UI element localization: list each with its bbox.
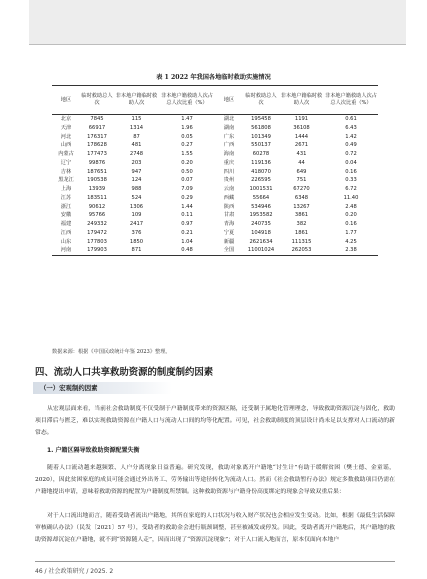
table-cell: 115 (131, 116, 142, 122)
table-source-note: 数据来源：根据《中国民政统计年鉴 2023》整理。 (52, 349, 171, 355)
table-cell: 119136 (251, 159, 271, 166)
table-cell: 418070 (251, 168, 271, 175)
table-cell: 2671 (294, 142, 309, 149)
table-title: 表 1 2022 年我国各地临时救助实施情况 (156, 74, 271, 81)
table-cell: 104918 (251, 229, 271, 236)
table-cell: 66917 (88, 124, 106, 131)
table-cell: 4.25 (345, 238, 357, 245)
table-cell: 90612 (88, 203, 106, 210)
section-heading: 四、流动人口共享救助资源的制度制约因素 (35, 367, 214, 378)
table-cell: 0.20 (345, 212, 357, 219)
table-row (52, 150, 378, 159)
table-cell: 55664 (252, 194, 270, 201)
table-row (52, 194, 378, 203)
table-cell: 全国 (215, 246, 243, 255)
table-cell: 安徽 (60, 212, 72, 219)
table-cell: 0.33 (345, 177, 357, 184)
table-header-cell: 非本地户籍救助人次占总人次比重（%） (159, 86, 215, 115)
minor-heading: 1. 户籍区隔导致救助资源配置失衡 (47, 447, 140, 454)
paragraph-household-registration: 随着人口流动越来越频繁、人户分离现象日益普遍。研究发现，救助对象离开户籍地“讨生计”有助于缓解贫困（樊士德、金童谣，2020），因此贫困家庭的成员可能会通过外出务工、劳务输出等途径转化为流动人口。然而《社会救助暂行办法》规定多数救助项目仍需在户籍地提出申请，意味着救助资源的配置为户籍制度所禁锢。这种救助资源与户籍身份高度绑定的现象会导致双重后果： (35, 464, 395, 496)
table-cell: 524 (131, 194, 142, 201)
table-cell: 13939 (88, 186, 106, 192)
table-cell: 1001531 (249, 186, 273, 192)
table-cell: 226595 (251, 177, 271, 184)
table-cell: 吉林 (60, 168, 72, 175)
table-cell: 101349 (251, 133, 271, 140)
table-header-cell: 地区 (215, 86, 243, 115)
table-cell: 649 (296, 168, 307, 175)
paragraph-outflow-areas: 对于人口流出地而言，随着受助者流出户籍地，其所在家庭的人口状况与收入财产状况也会相应发生变动。比如，根据《最低生活保障审核确认办法》（民发〔2021〕57 号），受助者的救助金会进行瓶颈调整，甚至被减发或停发。因此，受助者离开户籍地后，其户籍地的救助资源却沉淀在户籍地，就不到“资源随人走”，因而出现了“资源沉淀现象”；对于人口流入地而言，原本仅面向本地户 (35, 512, 395, 544)
table-row (52, 246, 378, 255)
table-cell: 44 (298, 159, 305, 166)
table-cell: 河南 (52, 246, 80, 255)
table-cell: 西藏 (223, 194, 235, 201)
table-cell: 0.16 (345, 168, 357, 175)
table-cell: 0.72 (345, 151, 357, 157)
table-row (52, 124, 378, 133)
table-cell: 山西 (60, 142, 72, 149)
table-cell: 187651 (87, 168, 107, 175)
table-cell: 新疆 (223, 238, 235, 245)
table-cell: 0.97 (181, 221, 193, 227)
table-cell: 2.38 (324, 246, 378, 255)
table-cell: 0.61 (345, 116, 357, 122)
table-cell: 贵州 (223, 177, 235, 184)
table-cell: 6348 (294, 194, 309, 201)
table-cell: 0.20 (181, 159, 193, 166)
table-cell: 2748 (129, 151, 144, 157)
table-cell: 1861 (294, 229, 309, 236)
table-cell: 天津 (60, 124, 72, 131)
table-cell: 0.04 (345, 159, 357, 166)
table-cell: 0.27 (181, 142, 193, 149)
table-cell: 北京 (60, 116, 72, 122)
table-header-cell: 非本地户籍临时救助人次 (114, 86, 159, 115)
table-cell: 湖北 (223, 116, 235, 122)
table-cell: 云南 (223, 186, 235, 192)
table-cell: 0.49 (345, 142, 357, 149)
table-header-cell: 临时救助总人次 (243, 86, 279, 115)
table-cell: 2417 (129, 221, 144, 227)
table-cell: 67270 (293, 186, 310, 192)
relief-table (52, 85, 378, 256)
table-cell: 7.09 (181, 186, 193, 192)
table-cell: 1850 (129, 238, 144, 245)
table-header-cell: 非本地户籍临时救助人次 (279, 86, 324, 115)
table-row (52, 115, 378, 124)
table-cell: 249332 (87, 221, 107, 227)
table-row (52, 141, 378, 150)
table-cell: 99876 (88, 159, 106, 166)
table-cell: 176317 (87, 133, 107, 140)
table-cell: 382 (296, 221, 307, 227)
table-cell: 87 (133, 133, 140, 140)
table-cell: 240735 (251, 221, 271, 227)
table-cell: 0.21 (181, 229, 193, 236)
table-cell: 江苏 (60, 194, 72, 201)
table-cell: 河北 (60, 133, 72, 140)
table-cell: 0.07 (181, 177, 193, 184)
table-body (52, 115, 378, 256)
table-cell: 6.72 (345, 186, 357, 192)
table-cell: 179903 (80, 246, 114, 255)
table-cell: 1191 (294, 116, 309, 122)
table-cell: 203 (131, 159, 142, 166)
table-row (52, 159, 378, 168)
table-cell: 湖南 (223, 124, 235, 131)
table-cell: 177803 (87, 238, 107, 245)
table-cell: 751 (296, 177, 307, 184)
table-header-cell: 非本地户籍救助人次占总人次比重（%） (324, 86, 378, 115)
table-cell: 1.47 (181, 116, 193, 122)
table-cell: 1.96 (181, 124, 193, 131)
table-cell: 0.29 (181, 194, 193, 201)
table-cell: 0.11 (181, 212, 193, 219)
table-cell: 四川 (223, 168, 235, 175)
table-cell: 550137 (251, 142, 271, 149)
table-cell: 195458 (251, 116, 271, 122)
table-cell: 江西 (60, 229, 72, 236)
table-row (52, 211, 378, 220)
table-cell: 辽宁 (60, 159, 72, 166)
table-row (52, 203, 378, 212)
table-cell: 190538 (87, 177, 107, 184)
table-cell: 山东 (60, 238, 72, 245)
top-gray-box (29, 0, 406, 44)
table-cell: 0.05 (181, 133, 193, 140)
table-header-cell: 地区 (52, 86, 80, 115)
table-cell: 广东 (223, 133, 235, 140)
table-cell: 36108 (293, 124, 310, 131)
table-cell: 13267 (293, 203, 310, 210)
table-cell: 1.04 (181, 238, 193, 245)
table-cell: 2621634 (249, 238, 273, 245)
table-header-cell: 临时救助总人次 (80, 86, 114, 115)
table-cell: 陕西 (223, 203, 235, 210)
table-cell: 6.43 (345, 124, 357, 131)
table-cell: 3861 (294, 212, 309, 219)
table-cell: 262053 (279, 246, 324, 255)
table-cell: 376 (131, 229, 142, 236)
table-cell: 95766 (88, 212, 106, 219)
table-cell: 947 (131, 168, 142, 175)
subheading: （一）宏观制约因素 (40, 384, 98, 392)
table-row (52, 229, 378, 238)
table-cell: 0.50 (181, 168, 193, 175)
table-cell: 甘肃 (223, 212, 235, 219)
table-cell: 871 (114, 246, 159, 255)
table-cell: 青海 (223, 221, 235, 227)
table-cell: 1306 (129, 203, 144, 210)
table-cell: 60278 (252, 151, 270, 157)
table-cell: 浙江 (60, 203, 72, 210)
table-cell: 109 (131, 212, 142, 219)
table-cell: 1314 (129, 124, 144, 131)
table-cell: 上海 (60, 186, 72, 192)
table-cell: 179472 (87, 229, 107, 236)
table-cell: 11.40 (343, 194, 359, 201)
table-cell: 124 (131, 177, 142, 184)
table-cell: 988 (131, 186, 142, 192)
table-cell: 7845 (90, 116, 104, 122)
table-cell: 福建 (60, 221, 72, 227)
table-row (52, 220, 378, 229)
table-row (52, 168, 378, 177)
paragraph-macro-constraints: 从宏观层面来看，当前社会救助制度不仅受制于户籍制度带来的资源区隔，还受制于属地化管理理念，导致救助资源沉淀与固化，救助项目滞后与匮乏，难以实现救助资源在户籍人口与流动人口间的均等化配置。可见，社会救助制度的顶层设计尚未足以支撑对人口流动的新常态。 (35, 405, 395, 437)
top-divider (29, 44, 406, 45)
table-cell: 534946 (251, 203, 271, 210)
table-cell: 177473 (87, 151, 107, 157)
table-cell: 111315 (291, 238, 312, 245)
table-cell: 183511 (87, 194, 107, 201)
table-cell: 1953582 (249, 212, 273, 219)
table-row (52, 238, 378, 247)
table-cell: 431 (296, 151, 307, 157)
table-cell: 11001024 (243, 246, 279, 255)
table-cell: 内蒙古 (58, 151, 74, 157)
table-cell: 1444 (294, 133, 309, 140)
table-cell: 海南 (223, 151, 235, 157)
table-cell: 0.48 (159, 246, 215, 255)
table-cell: 178628 (87, 142, 107, 149)
table-row (52, 185, 378, 194)
table-cell: 重庆 (223, 159, 235, 166)
table-cell: 广西 (223, 142, 235, 149)
table-cell: 2.48 (345, 203, 357, 210)
table-cell: 黑龙江 (58, 177, 74, 184)
table-cell: 481 (131, 142, 142, 149)
table-row (52, 133, 378, 142)
table-cell: 561808 (251, 124, 271, 131)
table-cell: 1.42 (345, 133, 357, 140)
table-row (52, 176, 378, 185)
table-cell: 1.55 (181, 151, 193, 157)
table-cell: 宁夏 (223, 229, 235, 236)
table-header-row (52, 86, 378, 115)
page-footer: 46 / 社会政策研究 / 2025. 2 (35, 568, 114, 575)
table-cell: 1.44 (181, 203, 193, 210)
footer-divider (35, 561, 395, 562)
table-cell: 1.77 (345, 229, 357, 236)
table-cell: 0.16 (345, 221, 357, 227)
